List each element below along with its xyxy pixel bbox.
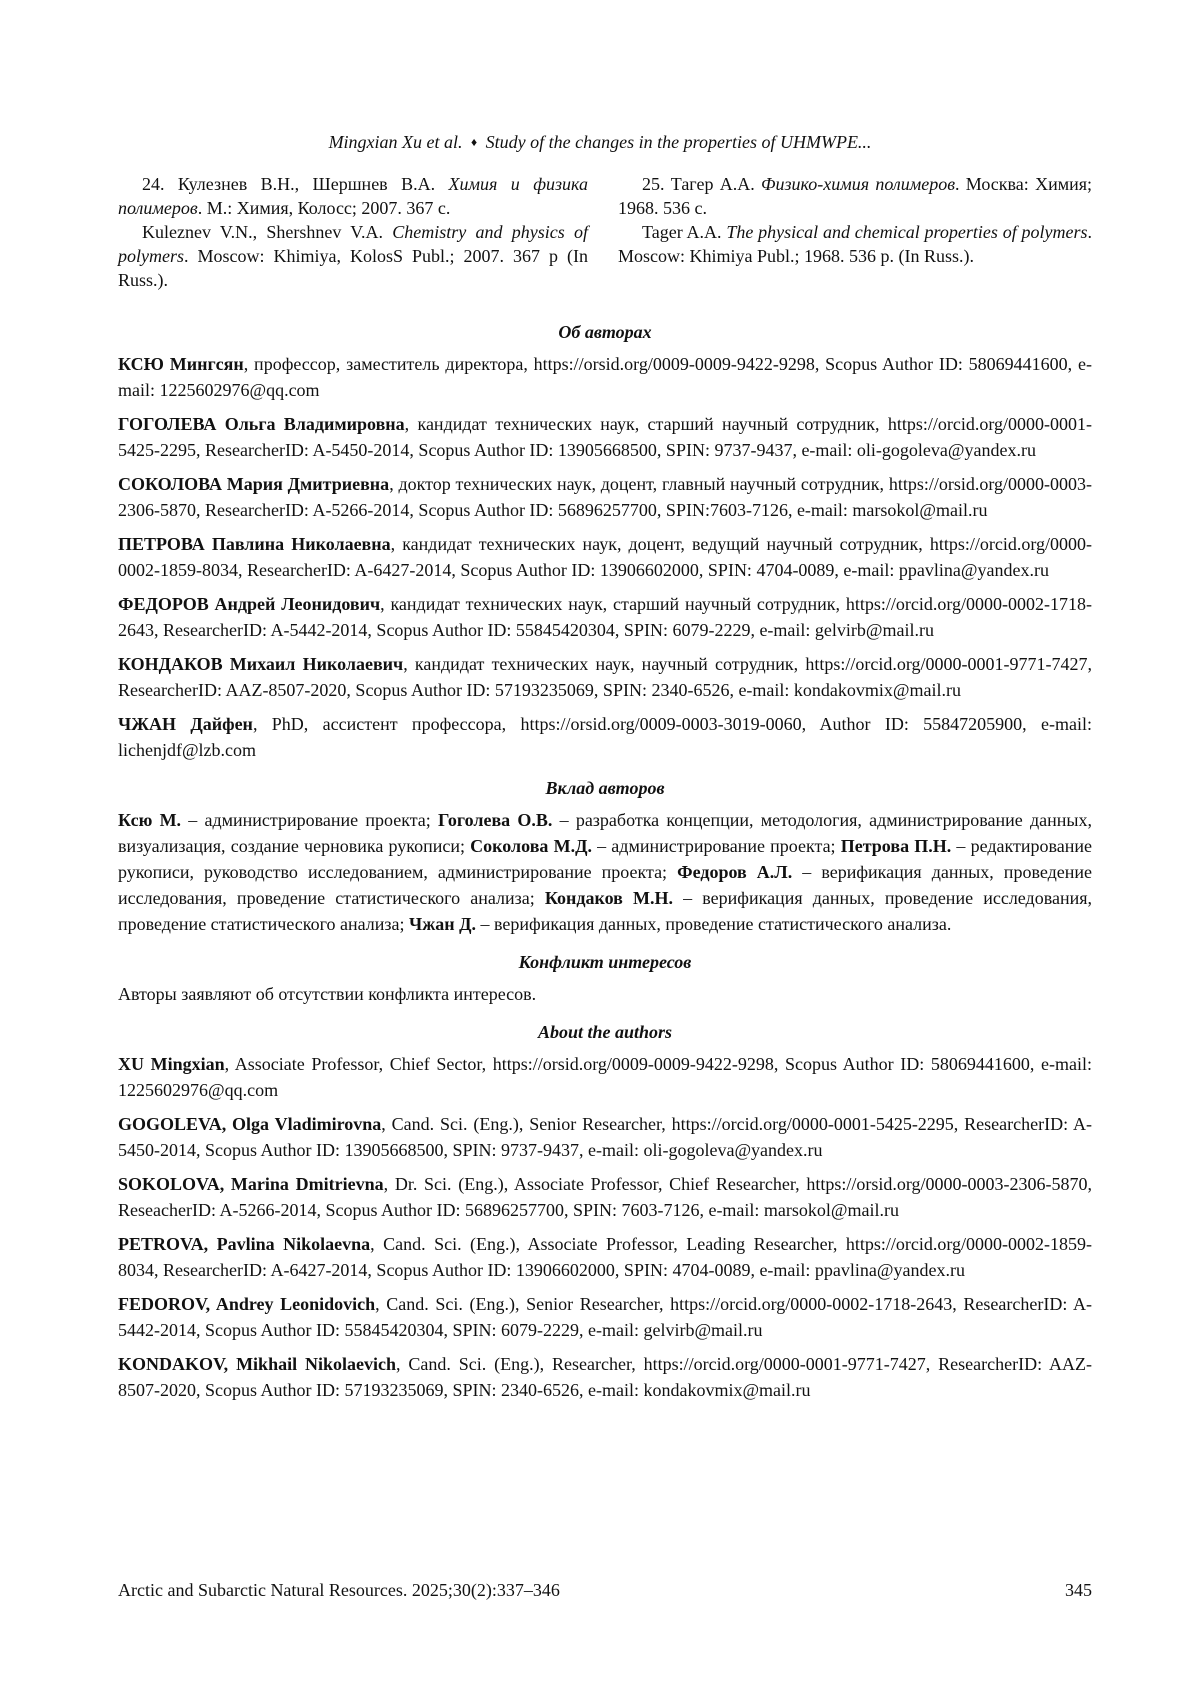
contribution-role: – верификация данных, проведение исследования, проведение статистического анализа; bbox=[118, 888, 1093, 934]
contributor-name: Соколова М.Д. bbox=[470, 836, 592, 856]
reference-title: Chemistry and physics of polymers bbox=[118, 222, 588, 266]
author-details: , Associate Professor, Chief Sector, https://orsid.org/0009-0009-9422-9298, Scopus Author ID: 58069441600, e-mail: 1225602976@qq.com bbox=[118, 1054, 1092, 1100]
author-details: , Cand. Sci. (Eng.), Associate Professor, Leading Researcher, https://orcid.org/0000-0002-1859-8034, ResearcherID: A-6427-2014, Scopus Author ID: 13906602000, SPIN: 4704-0089, e-mail: ppavlina@yandex.ru bbox=[118, 1234, 1092, 1280]
reference-25 bbox=[618, 172, 1092, 268]
author-name: ФЕДОРОВ Андрей Леонидович bbox=[118, 594, 381, 614]
reference-title: Физико-химия полимеров bbox=[760, 174, 956, 194]
author-name: SOKOLOVA, Marina Dmitrievna bbox=[118, 1174, 384, 1194]
author-name: FEDOROV, Andrey Leonidovich bbox=[118, 1294, 376, 1314]
author-entry bbox=[118, 1291, 1092, 1343]
author-entry bbox=[118, 411, 1092, 463]
author-name: КОНДАКОВ Михаил Николаевич bbox=[118, 654, 404, 674]
reference-text: . Москва: Химия; 1968. 536 с. bbox=[618, 174, 1092, 218]
author-details: , PhD, ассистент профессора, https://orsid.org/0009-0003-3019-0060, Author ID: 55847205900, e-mail: lichenjdf@lzb.com bbox=[118, 714, 1093, 760]
running-head bbox=[0, 131, 1200, 153]
contributor-name: Гоголева О.В. bbox=[438, 810, 553, 830]
reference-text: Kuleznev V.N., Shershnev V.A. bbox=[142, 222, 393, 242]
reference-text: 24. Кулезнев В.Н., Шершнев В.А. bbox=[142, 174, 449, 194]
section-title: Об авторах bbox=[558, 322, 652, 342]
author-name: ГОГОЛЕВА Ольга Владимировна bbox=[118, 414, 405, 434]
reference-text: 25. Тагер А.А. bbox=[642, 174, 761, 194]
contribution-role: – администрирование проекта; bbox=[181, 810, 438, 830]
author-entry bbox=[118, 591, 1092, 643]
section-title: About the authors bbox=[537, 1022, 673, 1042]
author-entry bbox=[118, 1111, 1092, 1163]
author-entry bbox=[118, 1171, 1092, 1223]
author-entry bbox=[118, 711, 1092, 763]
author-details: , доктор технических наук, доцент, главный научный сотрудник, https://orsid.org/0000-0003-2306-5870, ResearcherID: A-5266-2014, Scopus Author ID: 56896257700, SPIN:7603-7126, e-mail: marsokol@mail.ru bbox=[118, 474, 1092, 520]
running-head-authors: Mingxian Xu et al. bbox=[328, 132, 463, 152]
author-entry bbox=[118, 1351, 1092, 1403]
reference-25-en bbox=[618, 220, 1092, 268]
contributor-name: Федоров А.Л. bbox=[677, 862, 793, 882]
contribution-role: – верификация данных, проведение статистического анализа. bbox=[476, 914, 952, 934]
author-name: ЧЖАН Дайфен bbox=[118, 714, 253, 734]
contributor-name: Ксю М. bbox=[118, 810, 182, 830]
author-entry bbox=[118, 531, 1092, 583]
author-info-section bbox=[118, 319, 1092, 1411]
author-details: , Dr. Sci. (Eng.), Associate Professor, Chief Researcher, https://orsid.org/0000-0003-2306-5870, ReseacherID: A-5266-2014, Scopus Author ID: 56896257700, SPIN: 7603-7126, e-mail: marsokol@mail.ru bbox=[118, 1174, 1092, 1220]
author-name: СОКОЛОВА Мария Дмитриевна bbox=[118, 474, 390, 494]
reference-title: Химия и физика полимеров bbox=[118, 174, 588, 218]
page-number: 345 bbox=[1065, 1580, 1092, 1600]
reference-24-ru bbox=[118, 172, 588, 220]
about-authors-ru bbox=[118, 319, 1092, 763]
journal-citation: Arctic and Subarctic Natural Resources. 2025;30(2):337–346 bbox=[118, 1580, 560, 1600]
contributor-name: Кондаков М.Н. bbox=[544, 888, 674, 908]
reference-24-en bbox=[118, 220, 588, 292]
author-entry bbox=[118, 471, 1092, 523]
reference-text: . М.: Химия, Колосс; 2007. 367 с. bbox=[197, 198, 451, 218]
author-entry bbox=[118, 1051, 1092, 1103]
contributor-name: Чжан Д. bbox=[409, 914, 477, 934]
running-head-title: Study of the changes in the properties of UHMWPE... bbox=[485, 132, 872, 152]
about-authors-en bbox=[118, 1019, 1092, 1403]
author-contributions bbox=[118, 775, 1092, 937]
contribution-role: – верификация данных, проведение исследования, проведение статистического анализа; bbox=[118, 862, 1092, 908]
reference-25-ru bbox=[618, 172, 1092, 220]
author-name: KONDAKOV, Mikhail Nikolaevich bbox=[118, 1354, 396, 1374]
reference-text: . Moscow: Khimiya, KolosS Publ.; 2007. 367 p (In Russ.). bbox=[118, 246, 588, 290]
contribution-role: – разработка концепции, методология, администрирование данных, визуализация, создание черновика рукописи; bbox=[118, 810, 1092, 856]
author-details: , кандидат технических наук, старший научный сотрудник, https://orcid.org/0000-0001-5425-2295, ResearcherID: A-5450-2014, Scopus Author ID: 13905668500, SPIN: 9737-9437, e-mail: oli-gogoleva@yandex.ru bbox=[118, 414, 1093, 460]
conflict-statement: Авторы заявляют об отсутствии конфликта интересов. bbox=[118, 984, 537, 1004]
contribution-role: – редактирование рукописи, руководство исследованием, администрирование проекта; bbox=[118, 836, 1093, 882]
author-details: , Cand. Sci. (Eng.), Senior Researcher, https://orcid.org/0000-0002-1718-2643, ResearcherID: A-5442-2014, Scopus Author ID: 55845420304, SPIN: 6079-2229, e-mail: gelvirb@mail.ru bbox=[118, 1294, 1092, 1340]
conflict-of-interest bbox=[118, 949, 1092, 1007]
author-entry bbox=[118, 651, 1092, 703]
author-name: XU Mingxian bbox=[118, 1054, 225, 1074]
author-name: PETROVA, Pavlina Nikolaevna bbox=[118, 1234, 371, 1254]
author-details: , профессор, заместитель директора, https://orsid.org/0009-0009-9422-9298, Scopus Author ID: 58069441600, e-mail: 1225602976@qq.com bbox=[118, 354, 1092, 400]
author-name: ПЕТРОВА Павлина Николаевна bbox=[118, 534, 391, 554]
contributor-name: Петрова П.Н. bbox=[840, 836, 952, 856]
author-details: , кандидат технических наук, старший научный сотрудник, https://orcid.org/0000-0002-1718-2643, ResearcherID: A-5442-2014, Scopus Author ID: 55845420304, SPIN: 6079-2229, e-mail: gelvirb@mail.ru bbox=[118, 594, 1093, 640]
reference-24 bbox=[118, 172, 588, 292]
author-entry bbox=[118, 1231, 1092, 1283]
contributions-text bbox=[118, 807, 1092, 937]
section-title: Вклад авторов bbox=[545, 778, 665, 798]
section-title: Конфликт интересов bbox=[518, 952, 692, 972]
author-details: , Cand. Sci. (Eng.), Senior Researcher, https://orcid.org/0000-0001-5425-2295, ResearcherID: A-5450-2014, Scopus Author ID: 13905668500, SPIN: 9737-9437, e-mail: oli-gogoleva@yandex.ru bbox=[118, 1114, 1092, 1160]
author-details: , кандидат технических наук, доцент, ведущий научный сотрудник, https://orcid.org/0000-0002-1859-8034, ResearcherID: A-6427-2014, Scopus Author ID: 13906602000, SPIN: 4704-0089, e-mail: ppavlina@yandex.ru bbox=[118, 534, 1092, 580]
contribution-role: – администрирование проекта; bbox=[591, 836, 841, 856]
reference-text: Tager A.A. bbox=[642, 222, 727, 242]
author-name: КСЮ Мингсян bbox=[118, 354, 244, 374]
author-entry bbox=[118, 351, 1092, 403]
author-name: GOGOLEVA, Olga Vladimirovna bbox=[118, 1114, 382, 1134]
reference-text: . Moscow: Khimiya Publ.; 1968. 536 p. (In Russ.). bbox=[618, 222, 1092, 266]
author-details: , кандидат технических наук, научный сотрудник, https://orcid.org/0000-0001-9771-7427, ResearcherID: AAZ-8507-2020, Scopus Author ID: 57193235069, SPIN: 2340-6526, e-mail: kondakovmix@mail.ru bbox=[118, 654, 1093, 700]
diamond-separator-icon: ♦ bbox=[471, 135, 478, 149]
reference-title: The physical and chemical properties of polymers bbox=[726, 222, 1088, 242]
author-details: , Cand. Sci. (Eng.), Researcher, https://orcid.org/0000-0001-9771-7427, ResearcherID: AAZ-8507-2020, Scopus Author ID: 57193235069, SPIN: 2340-6526, e-mail: kondakovmix@mail.ru bbox=[118, 1354, 1092, 1400]
